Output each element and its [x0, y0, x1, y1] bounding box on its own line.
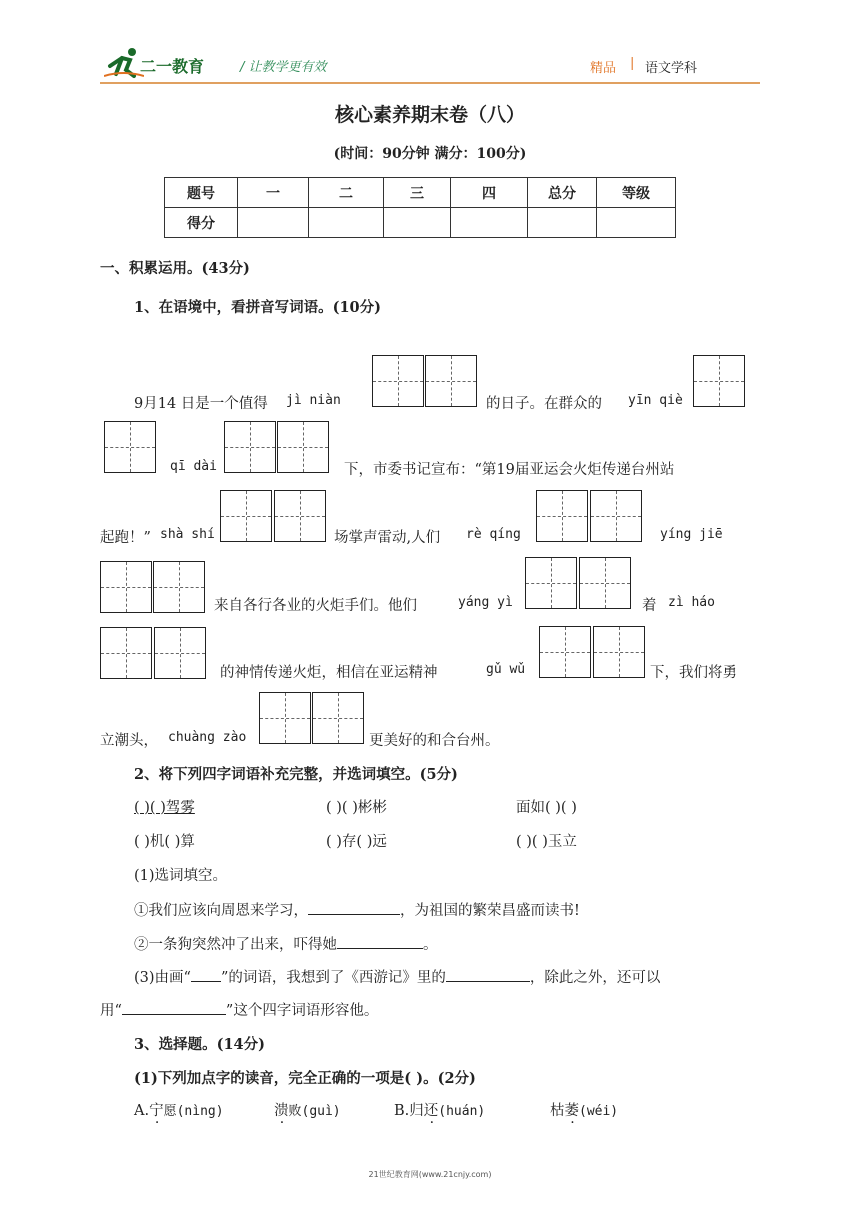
pinyin: jì niàn [286, 393, 341, 408]
score-cell[interactable] [384, 208, 451, 238]
score-table-row [165, 208, 676, 238]
writing-box[interactable] [693, 355, 745, 407]
passage-text: 来自各行各业的火炬手们。他们 [214, 598, 417, 614]
idiom-item[interactable]: ( )( )玉立 [516, 834, 577, 850]
option-text: (wéi) [579, 1104, 619, 1119]
dotted-char: 还 [423, 1103, 439, 1119]
quality-badge: 精品 [590, 61, 617, 76]
pinyin: rè qíng [466, 527, 521, 542]
sentence-text: ②一条狗突然冲了出来，吓得她 [134, 937, 337, 953]
sentence-1 [134, 899, 580, 920]
sentence-text: ”这个四字词语形容他。 [225, 1003, 379, 1019]
passage-text: 起跑！” [100, 530, 151, 546]
writing-box[interactable] [259, 692, 311, 744]
sentence-text: ”的词语，我想到了《西游记》里的 [220, 970, 446, 986]
table-row-label: 得分 [165, 208, 238, 238]
idiom-item[interactable]: ( )机( )算 [134, 834, 195, 850]
answer-blank[interactable] [191, 967, 221, 982]
logo-text: 二一教育 [140, 57, 205, 76]
exam-info: (时间：90分钟 满分：100分) [333, 146, 527, 162]
sub-question: (1)下列加点字的读音，完全正确的一项是( )。(2分) [134, 1070, 476, 1087]
dotted-char: 萎 [564, 1103, 579, 1119]
option-text: 败(guì) [288, 1104, 341, 1119]
page-title: 核心素养期末卷（八） [334, 104, 525, 126]
pinyin: gǔ wǔ [486, 662, 526, 677]
answer-blank[interactable] [308, 900, 400, 915]
writing-box[interactable] [593, 626, 645, 678]
passage-text: 场掌声雷动,人们 [334, 530, 441, 546]
dotted-char: 溃 [274, 1103, 289, 1119]
score-table [164, 177, 676, 238]
writing-box[interactable] [277, 421, 329, 473]
pinyin: chuàng zào [168, 730, 247, 745]
sentence-3-cont [100, 999, 378, 1020]
writing-box[interactable] [536, 490, 588, 542]
option-a[interactable] [134, 1099, 224, 1120]
idiom-item[interactable]: 面如( )( ) [516, 800, 577, 816]
pinyin: shà shí [160, 527, 215, 542]
writing-box[interactable] [579, 557, 631, 609]
question-heading: 2、将下列四字词语补充完整，并选词填空。(5分) [134, 766, 458, 783]
table-header-cell: 二 [309, 178, 384, 208]
passage-text: 下，市委书记宣布：“第19届亚运会火炬传递台州站 [344, 462, 675, 478]
table-header-cell: 等级 [597, 178, 676, 208]
idiom-item[interactable]: ( )存( )远 [326, 834, 387, 850]
sentence-2 [134, 933, 438, 954]
writing-box[interactable] [104, 421, 156, 473]
page-footer: 21世纪教育网(www.21cnjy.com) [368, 1170, 492, 1179]
sentence-text: ，除此之外，还可以 [529, 970, 661, 986]
writing-box[interactable] [154, 627, 206, 679]
sentence-text: 用“ [100, 1003, 122, 1019]
writing-box[interactable] [100, 561, 152, 613]
table-header-cell: 四 [451, 178, 528, 208]
subject-label: 语文学科 [645, 61, 698, 76]
table-header-cell: 总分 [528, 178, 597, 208]
passage-text: 的神情传递火炬，相信在亚运精神 [220, 665, 438, 681]
option-text: (huán) [438, 1104, 486, 1119]
passage-text: 立潮头， [100, 733, 158, 749]
writing-box[interactable] [590, 490, 642, 542]
writing-box[interactable] [312, 692, 364, 744]
question-heading: 3、选择题。(14分) [134, 1036, 265, 1053]
passage-text: 下，我们将勇 [650, 665, 737, 681]
writing-box[interactable] [153, 561, 205, 613]
pinyin: yáng yì [458, 595, 513, 610]
sentence-text: 。 [423, 937, 438, 953]
score-table-header-row [165, 178, 676, 208]
answer-blank[interactable] [122, 1000, 226, 1015]
score-cell[interactable] [597, 208, 676, 238]
score-cell[interactable] [528, 208, 597, 238]
sentence-text: (3)由画“ [134, 970, 191, 986]
writing-box[interactable] [425, 355, 477, 407]
writing-box[interactable] [220, 490, 272, 542]
pinyin: yíng jiē [660, 527, 723, 542]
answer-blank[interactable] [446, 967, 530, 982]
writing-box[interactable] [525, 557, 577, 609]
slogan: / 让教学更有效 [240, 60, 327, 75]
passage-text: 9月14 日是一个值得 [134, 396, 268, 412]
header-divider: | [630, 56, 635, 71]
passage-text: 更美好的和合台州。 [369, 733, 500, 749]
option-b[interactable] [394, 1099, 485, 1120]
idiom-item[interactable]: ( )( )驾雾 [134, 800, 195, 816]
pinyin: zì háo [668, 595, 715, 610]
option-text: 愿(nìng) [163, 1104, 224, 1119]
header-rule [100, 82, 760, 84]
section-heading: 一、积累运用。(43分) [100, 260, 250, 277]
score-cell[interactable] [238, 208, 309, 238]
passage-text: 着 [642, 598, 657, 614]
table-header-cell: 题号 [165, 178, 238, 208]
writing-box[interactable] [224, 421, 276, 473]
writing-box[interactable] [372, 355, 424, 407]
writing-box[interactable] [539, 626, 591, 678]
pinyin: qī dài [170, 459, 217, 474]
option-label: A. [134, 1103, 150, 1119]
table-header-cell: 一 [238, 178, 309, 208]
dotted-char: 宁 [149, 1103, 164, 1119]
option-b-2[interactable] [550, 1099, 618, 1120]
sentence-3 [134, 966, 660, 987]
runner-icon [104, 46, 144, 80]
writing-box[interactable] [274, 490, 326, 542]
score-cell[interactable] [309, 208, 384, 238]
writing-box[interactable] [100, 627, 152, 679]
sub-question: (1)选词填空。 [134, 868, 228, 884]
option-label: B. [394, 1103, 410, 1119]
sentence-text: ，为祖国的繁荣昌盛而读书! [400, 903, 580, 919]
idiom-item[interactable]: ( )( )彬彬 [326, 800, 387, 816]
sentence-text: ①我们应该向周恩来学习， [134, 903, 308, 919]
table-header-cell: 三 [384, 178, 451, 208]
question-heading: 1、在语境中，看拼音写词语。(10分) [134, 299, 381, 316]
option-text: 归 [409, 1103, 424, 1119]
answer-blank[interactable] [337, 934, 423, 949]
score-cell[interactable] [451, 208, 528, 238]
option-text: 枯 [550, 1103, 565, 1119]
pinyin: yīn qiè [628, 393, 683, 408]
option-a-2[interactable] [274, 1099, 341, 1120]
passage-text: 的日子。在群众的 [486, 396, 602, 412]
